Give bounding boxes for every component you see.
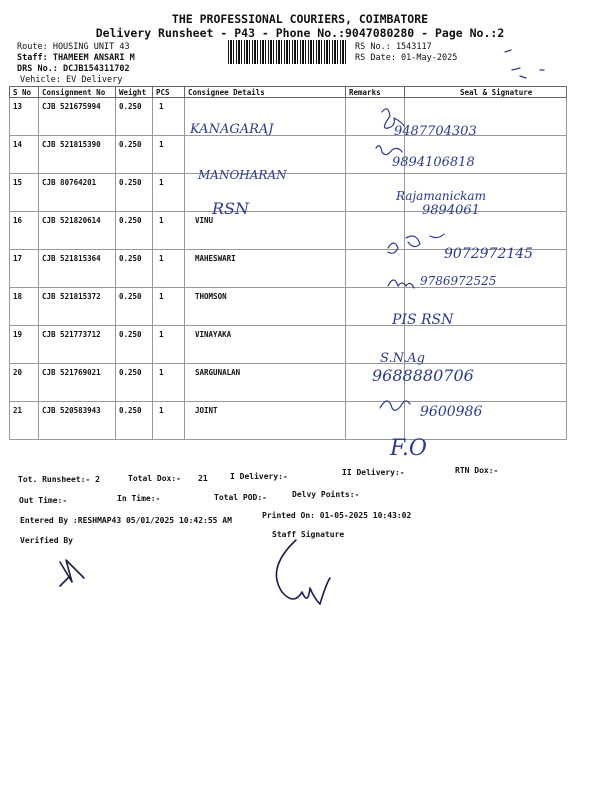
row-consignment-no: CJB 521769021 <box>39 364 116 402</box>
row-consignee-details: SARGUNALAN <box>185 364 346 402</box>
verified-signature <box>60 560 84 586</box>
hw-r18-sign: PIS RSN <box>392 312 454 328</box>
row-weight: 0.250 <box>116 288 153 326</box>
entered-by: Entered By :RESHMAP43 05/01/2025 10:42:55 AM <box>20 516 232 525</box>
row-consignment-no: CJB 521820614 <box>39 212 116 250</box>
row-sno: 17 <box>10 250 39 288</box>
row-pcs: 1 <box>153 174 185 212</box>
rtn-dox: RTN Dox:- <box>455 466 499 475</box>
hw-r14-name: MANOHARAN <box>198 168 287 182</box>
col-sno: S No <box>10 87 39 98</box>
row-pcs: 1 <box>153 402 185 440</box>
route-label: Route: HOUSING UNIT 43 <box>17 42 130 52</box>
row-pcs: 1 <box>153 136 185 174</box>
row-pcs: 1 <box>153 98 185 136</box>
row-consignment-no: CJB 521675994 <box>39 98 116 136</box>
row-sno: 15 <box>10 174 39 212</box>
col-consignment: Consignment No <box>39 87 116 98</box>
row-weight: 0.250 <box>116 402 153 440</box>
hw-r16-sign: 9072972145 <box>444 246 534 262</box>
row-sno: 16 <box>10 212 39 250</box>
row-weight: 0.250 <box>116 98 153 136</box>
hw-r19-sign: 9688880706 <box>372 366 474 385</box>
row-consignment-no: CJB 80764201 <box>39 174 116 212</box>
row-consignment-no: CJB 521815372 <box>39 288 116 326</box>
row-weight: 0.250 <box>116 136 153 174</box>
hw-r13-name: KANAGARAJ <box>190 122 274 137</box>
row-weight: 0.250 <box>116 364 153 402</box>
row-weight: 0.250 <box>116 326 153 364</box>
hw-r13-sign: 9487704303 <box>394 124 477 139</box>
row-weight: 0.250 <box>116 250 153 288</box>
in-time: In Time:- <box>117 494 161 503</box>
rs-number: RS No.: 1543117 <box>355 42 432 52</box>
row-pcs: 1 <box>153 250 185 288</box>
col-remarks: Remarks <box>346 87 405 98</box>
runsheet-subtitle: Delivery Runsheet - P43 - Phone No.:9047080280 - Page No.:2 <box>95 26 505 40</box>
col-pcs: PCS <box>153 87 185 98</box>
row-sno: 20 <box>10 364 39 402</box>
company-title: THE PROFESSIONAL COURIERS, COIMBATORE <box>171 12 429 26</box>
ii-delivery: II Delivery:- <box>342 468 405 477</box>
verified-by: Verified By <box>20 536 73 545</box>
hw-r19-sign-name: S.N.Ag <box>380 351 425 366</box>
hw-r15-sign: 9894061 <box>422 203 480 218</box>
row-consignee-details: MAHESWARI <box>185 250 346 288</box>
printed-on: Printed On: 01-05-2025 10:43:02 <box>262 511 412 520</box>
out-time: Out Time:- <box>19 496 68 505</box>
row-pcs: 1 <box>153 326 185 364</box>
row-consignee-details: VINAYAKA <box>185 326 346 364</box>
col-details: Consignee Details <box>185 87 346 98</box>
row-sno: 14 <box>10 136 39 174</box>
total-pod: Total POD:- <box>214 493 267 502</box>
staff-signature-mark <box>276 540 330 604</box>
hw-r15-name: RSN <box>212 199 250 218</box>
row-weight: 0.250 <box>116 174 153 212</box>
staff-signature-label: Staff Signature <box>272 530 345 539</box>
row-sno: 21 <box>10 402 39 440</box>
hw-r20-sign: 9600986 <box>420 404 483 420</box>
row-consignee-details: VINU <box>185 212 346 250</box>
hw-r17-sign: 9786972525 <box>420 274 497 288</box>
hw-r21-sign: F.O <box>390 436 427 461</box>
total-dox-label: Total Dox:- <box>128 474 181 483</box>
rs-date: RS Date: 01-May-2025 <box>355 53 458 63</box>
row-consignee-details: JOINT <box>185 402 346 440</box>
hw-r15-sign-name: Rajamanickam <box>396 189 486 203</box>
drs-number: DRS No.: DCJB154311702 <box>17 64 130 74</box>
row-sno: 19 <box>10 326 39 364</box>
vehicle-label: Vehicle: EV Delivery <box>20 75 123 85</box>
delvy-points: Delvy Points:- <box>292 490 360 499</box>
i-delivery: I Delivery:- <box>230 472 288 481</box>
row-consignment-no: CJB 521815390 <box>39 136 116 174</box>
row-pcs: 1 <box>153 288 185 326</box>
staff-label: Staff: THAMEEM ANSARI M <box>17 53 135 63</box>
row-sno: 13 <box>10 98 39 136</box>
col-weight: Weight <box>116 87 153 98</box>
row-consignment-no: CJB 521773712 <box>39 326 116 364</box>
row-pcs: 1 <box>153 212 185 250</box>
row-consignment-no: CJB 520583943 <box>39 402 116 440</box>
total-dox-value: 21 <box>198 474 208 483</box>
row-consignee-details: THOMSON <box>185 288 346 326</box>
row-sno: 18 <box>10 288 39 326</box>
row-pcs: 1 <box>153 364 185 402</box>
row-consignment-no: CJB 521815364 <box>39 250 116 288</box>
row-weight: 0.250 <box>116 212 153 250</box>
col-seal: Seal & Signature <box>405 87 567 98</box>
tot-runsheet: Tot. Runsheet:- 2 <box>18 475 100 484</box>
hw-r14-sign: 9894106818 <box>392 155 475 170</box>
